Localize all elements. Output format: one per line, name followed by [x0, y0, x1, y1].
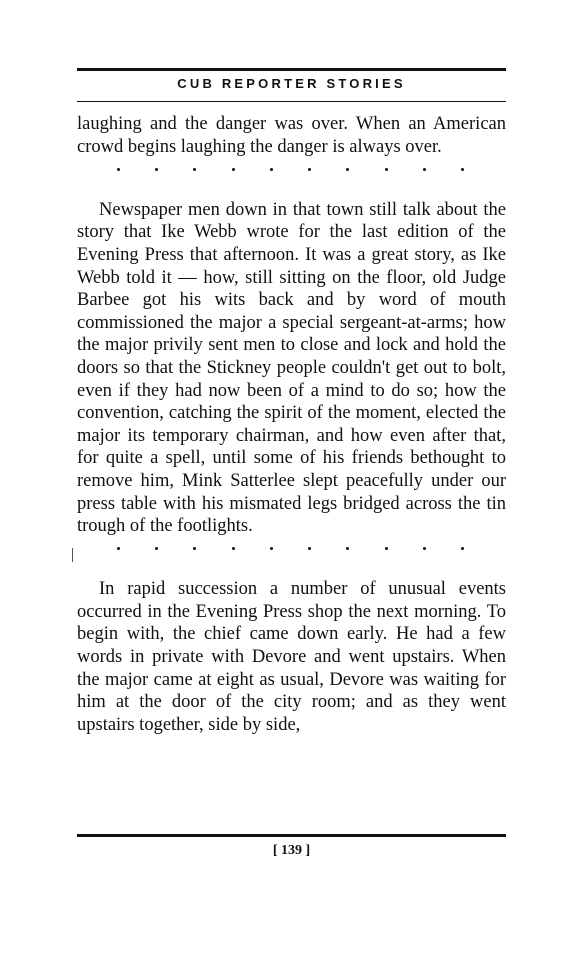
section-break-dots	[77, 158, 506, 181]
dot	[423, 168, 426, 171]
page-number: [ 139 ]	[272, 843, 311, 858]
paragraph-newspaper-men: Newspaper men down in that town still talk about the story that Ike Webb wrote for the last edition of the Evening Press that afternoon. It was a great story, as Ike Webb told it — how, still sitting on the floor, old Judge Barbee got his wits back and by word of mouth commissioned the major a special sergeant-at-arms; how the major privily sent men to close and lock and hold the doors so that the Stickney people couldn't get out to bolt, even if they had now been of a mind to do so; how the convention, catching the spirit of the moment, elected the major its temporary chairman, and how even after that, for quite a spell, until some of his friends bethought to remove him, Mink Satterlee slept peacefully under our press table with his mismated legs bridged across the tin trough of the footlights.	[77, 199, 506, 537]
margin-mark	[72, 548, 73, 562]
dot	[155, 168, 158, 171]
dot	[193, 547, 196, 550]
dot	[461, 547, 464, 550]
dot	[155, 547, 158, 550]
dot	[117, 547, 120, 550]
section-break-dots	[77, 538, 506, 561]
dot	[346, 168, 349, 171]
dot	[308, 168, 311, 171]
dot	[423, 547, 426, 550]
dot	[232, 547, 235, 550]
running-head: CUB REPORTER STORIES	[177, 76, 406, 91]
paragraph-continued: laughing and the danger was over. When an American crowd begins laughing the danger is always over.	[77, 114, 506, 157]
footer-rule	[77, 834, 506, 837]
dot	[461, 168, 464, 171]
dot	[385, 547, 388, 550]
dot	[270, 547, 273, 550]
dot	[117, 168, 120, 171]
body-text	[77, 113, 506, 736]
dot	[308, 547, 311, 550]
dot	[270, 168, 273, 171]
dot	[193, 168, 196, 171]
header-top-rule	[77, 68, 506, 71]
paragraph-rapid-succession: In rapid succession a number of unusual events occurred in the Evening Press shop the next morning. To begin with, the chief came down early. He had a few words in private with Devore and went upstairs. When the major came at eight as usual, Devore was waiting for him at the door of the city room; and as they went upstairs together, side by side,	[77, 579, 506, 735]
dot	[232, 168, 235, 171]
dot	[346, 547, 349, 550]
header-bottom-rule	[77, 101, 506, 102]
dot	[385, 168, 388, 171]
